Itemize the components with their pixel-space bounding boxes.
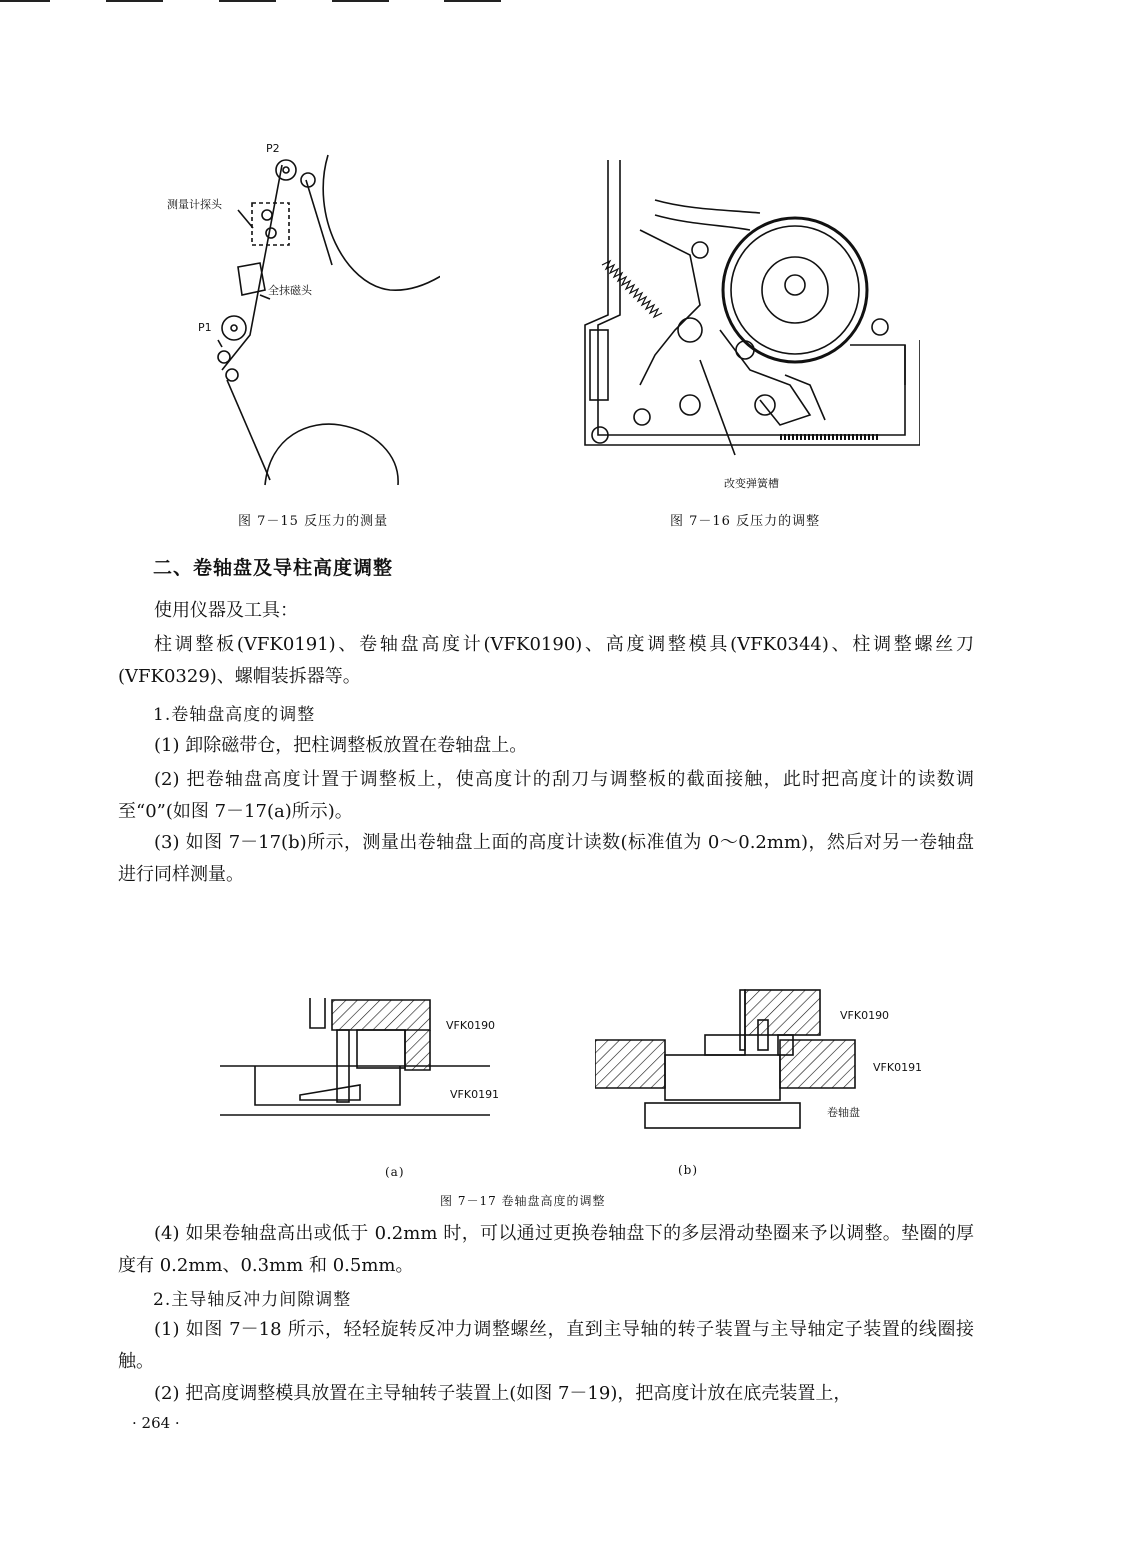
figure-7-17b-sublabel: (b) [678,1163,699,1177]
step-6: (2) 把高度调整模具放置在主导轴转子装置上(如图 7－19)，把高度计放在底壳装置上， [154,1383,852,1404]
tools-list: 柱调整板(VFK0191)、卷轴盘高度计(VFK0190)、高度调整模具(VFK0344)、柱调整螺丝刀(VFK0329)、螺帽装拆器等。 [118,634,974,687]
step-3: (3) 如图 7－17(b)所示，测量出卷轴盘上面的高度计读数(标准值为 0～0.2mm)，然后对另一卷轴盘进行同样测量。 [118,832,974,885]
subsection-capstan-backlash: 2.主导轴反冲力间隙调整 [153,1290,352,1310]
probe-label: 测量计探头 [167,198,222,211]
figure-7-15-caption: 图 7－15 反压力的测量 [238,514,389,529]
fig-b-vfk0190-label: VFK0190 [840,1009,890,1022]
subsection-reel-height: 1.卷轴盘高度的调整 [153,705,316,725]
spring-slot-label: 改变弹簧槽 [724,477,779,490]
erase-head-label: 全抹磁头 [268,284,312,297]
figure-7-17-caption: 图 7－17 卷轴盘高度的调整 [440,1194,606,1208]
step-4: (4) 如果卷轴盘高出或低于 0.2mm 时，可以通过更换卷轴盘下的多层滑动垫圈来予以调整。垫圈的厚度有 0.2mm、0.3mm 和 0.5mm。 [118,1223,974,1276]
figure-7-17a-sublabel: (a) [385,1165,405,1179]
p1-label: P1 [198,321,212,334]
figure-7-16-diagram [580,155,920,460]
fig-a-vfk0191-label: VFK0191 [450,1088,500,1101]
step-5: (1) 如图 7－18 所示，轻轻旋转反冲力调整螺丝，直到主导轴的转子装置与主导轴定子装置的线圈接触。 [118,1319,974,1372]
p2-label: P2 [266,142,280,155]
step-2: (2) 把卷轴盘高度计置于调整板上，使高度计的刮刀与调整板的截面接触，此时把高度计的读数调至“0”(如图 7－17(a)所示)。 [118,769,974,822]
step-1: (1) 卸除磁带仓，把柱调整板放置在卷轴盘上。 [154,735,528,756]
tools-label: 使用仪器及工具： [154,600,298,621]
fig-b-vfk0191-label: VFK0191 [873,1061,923,1074]
scan-edge-mark [219,0,276,2]
fig-b-reel-label: 卷轴盘 [827,1106,860,1119]
figure-7-17b-diagram [595,985,865,1130]
figure-7-15-diagram [160,135,440,495]
scan-edge-mark [0,0,50,2]
fig-a-vfk0190-label: VFK0190 [446,1019,496,1032]
scan-edge-mark [106,0,163,2]
figure-7-16-caption: 图 7－16 反压力的调整 [670,514,821,529]
scan-edge-mark [444,0,501,2]
page-number: · 264 · [132,1414,180,1432]
section-heading: 二、卷轴盘及导柱高度调整 [153,557,394,579]
scan-edge-mark [332,0,389,2]
